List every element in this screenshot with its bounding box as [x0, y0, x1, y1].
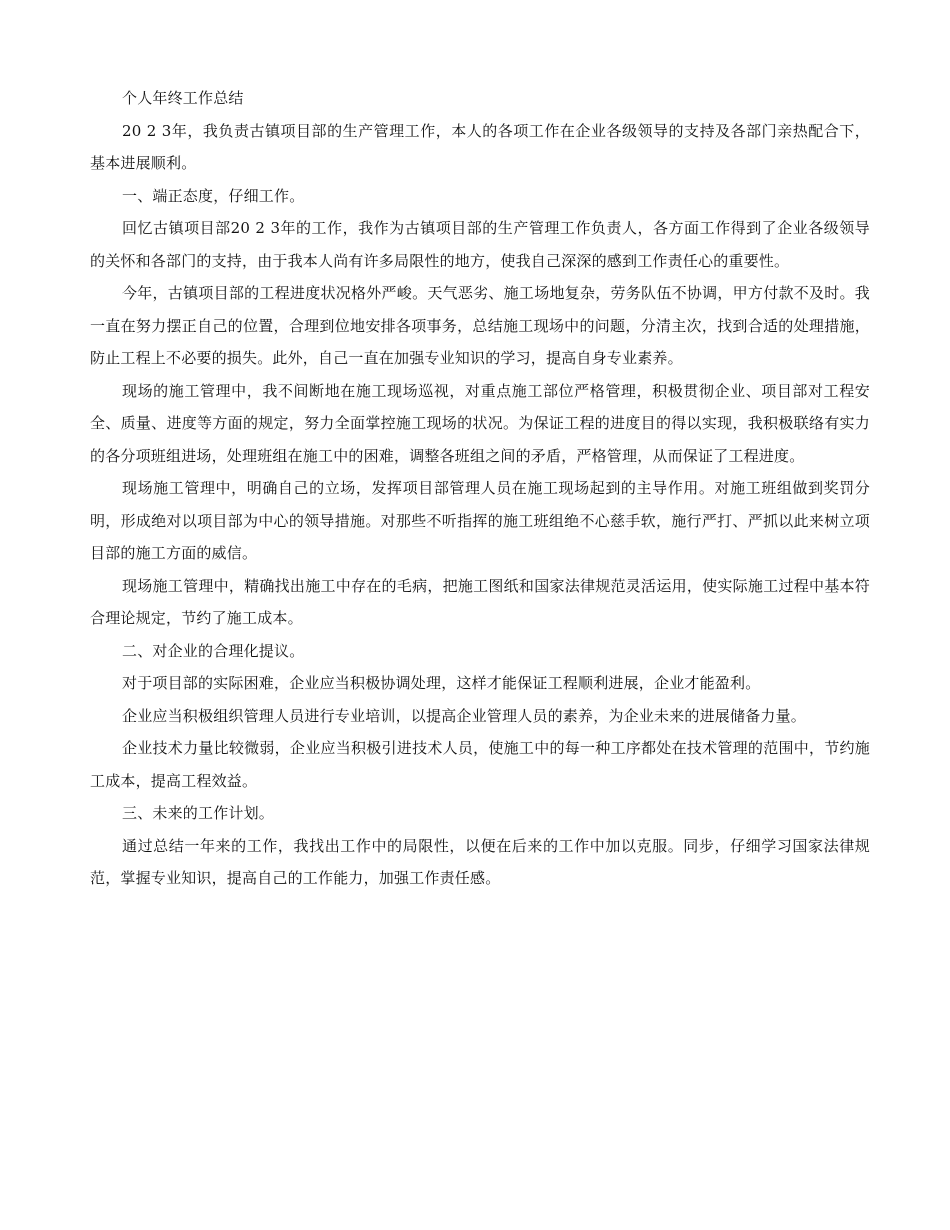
section-1-heading: 一、端正态度，仔细工作。 [122, 186, 305, 205]
intro-paragraph: 20 2 3年，我负责古镇项目部的生产管理工作，本人的各项工作在企业各级领导的支持及各部门亲热配合下，基本进展顺利。 [90, 121, 870, 172]
section-1-paragraph-5: 现场施工管理中，精确找出施工中存在的毛病，把施工图纸和国家法律规范灵活运用，使实际施工过程中基本符合理论规定，节约了施工成本。 [90, 576, 870, 627]
section-2-paragraph-2: 企业应当积极组织管理人员进行专业培训，以提高企业管理人员的素养，为企业未来的进展储备力量。 [122, 706, 807, 725]
section-1-paragraph-3: 现场的施工管理中，我不间断地在施工现场巡视，对重点施工部位严格管理，积极贯彻企业、项目部对工程安全、质量、进度等方面的规定，努力全面掌控施工现场的状况。为保证工程的进度目的得以实现，我积极联络有实力的各分项班组进场，处理班组在施工中的困难，调整各班组之间的矛盾，严格管理，从而保证了工程进度。 [90, 381, 870, 465]
section-1-paragraph-1: 回忆古镇项目部20 2 3年的工作，我作为古镇项目部的生产管理工作负责人，各方面工作得到了企业各级领导的关怀和各部门的支持，由于我本人尚有许多局限性的地方，使我自己深深的感到工作责任心的重要性。 [90, 219, 870, 270]
section-3-heading: 三、未来的工作计划。 [122, 804, 275, 822]
section-3-paragraph-1: 通过总结一年来的工作，我找出工作中的局限性，以便在后来的工作中加以克服。同步，仔细学习国家法律规范，掌握专业知识，提高自己的工作能力，加强工作责任感。 [90, 836, 870, 887]
section-2-heading: 二、对企业的合理化提议。 [122, 641, 305, 660]
section-1-paragraph-4: 现场施工管理中，明确自己的立场，发挥项目部管理人员在施工现场起到的主导作用。对施工班组做到奖罚分明，形成绝对以项目部为中心的领导措施。对那些不听指挥的施工班组绝不心慈手软，施行严打、严抓以此来树立项目部的施工方面的威信。 [90, 479, 870, 562]
document-title: 个人年终工作总结 [122, 89, 244, 107]
section-2-paragraph-1: 对于项目部的实际困难，企业应当积极协调处理，这样才能保证工程顺利进展，企业才能盈利。 [122, 674, 761, 692]
document-body [90, 82, 870, 895]
section-1-paragraph-2: 今年，古镇项目部的工程进度状况格外严峻。天气恶劣、施工场地复杂，劳务队伍不协调，甲方付款不及时。我一直在努力摆正自己的位置，合理到位地安排各项事务，总结施工现场中的问题，分清主次，找到合适的处理措施，防止工程上不必要的损失。此外，自己一直在加强专业知识的学习，提高自身专业素养。 [90, 284, 870, 367]
section-2-paragraph-3: 企业技术力量比较微弱，企业应当积极引进技术人员，使施工中的每一种工序都处在技术管理的范围中，节约施工成本，提高工程效益。 [90, 739, 870, 790]
